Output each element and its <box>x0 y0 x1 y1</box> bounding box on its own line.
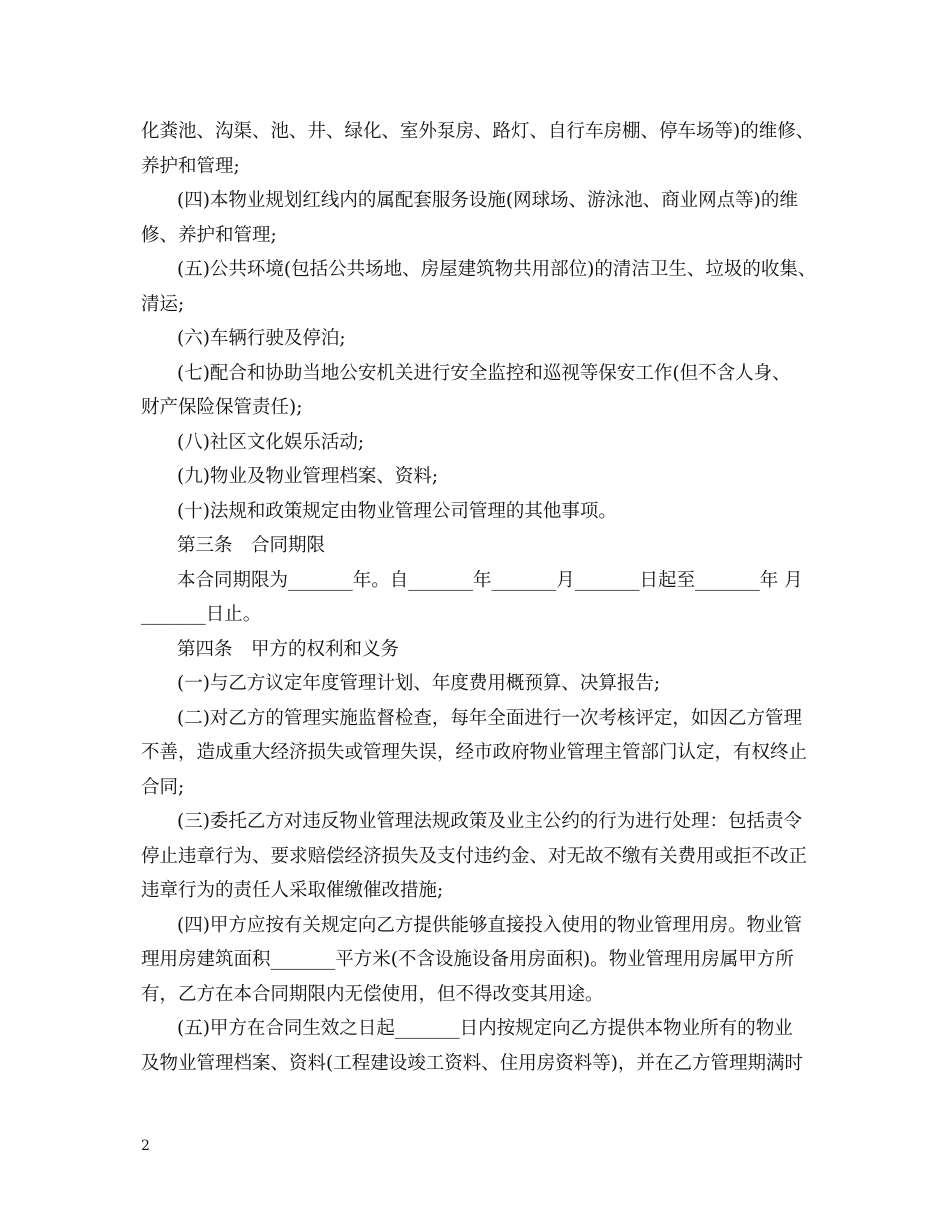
text-line: 不善，造成重大经济损失或管理失误，经市政府物业管理主管部门认定，有权终止 <box>141 742 808 763</box>
text-line: 合同; <box>141 777 185 798</box>
text-line: (二)对乙方的管理实施监督检查，每年全面进行一次考核评定，如因乙方管理 <box>177 708 802 729</box>
text-line: (十)法规和政策规定由物业管理公司管理的其他事项。 <box>177 501 617 522</box>
text-line: 及物业管理档案、资料(工程建设竣工资料、住用房资料等)，并在乙方管理期满时 <box>141 1053 803 1074</box>
text-line: 财产保险保管责任); <box>141 397 303 418</box>
text-line: (四)甲方应按有关规定向乙方提供能够直接投入使用的物业管理用房。物业管 <box>177 915 802 936</box>
text-line: (五)甲方在合同生效之日起_______日内按规定向乙方提供本物业所有的物业 <box>177 1018 793 1039</box>
text-line: 修、养护和管理; <box>141 225 277 246</box>
text-line: 停止违章行为、要求赔偿经济损失及支付违约金、对无故不缴有关费用或拒不改正 <box>141 846 808 867</box>
text-line: 清运; <box>141 294 185 315</box>
text-line: (五)公共环境(包括公共场地、房屋建筑物共用部位)的清洁卫生、垃圾的收集、 <box>177 259 817 280</box>
text-line: 违章行为的责任人采取催缴催改措施; <box>141 880 444 901</box>
text-line: 有，乙方在本合同期限内无偿使用，但不得改变其用途。 <box>141 984 604 1005</box>
text-line: 理用房建筑面积_______平方米(不含设施设备用房面积)。物业管理用房属甲方所 <box>141 949 794 970</box>
text-line: (四)本物业规划红线内的属配套服务设施(网球场、游泳池、商业网点等)的维 <box>177 190 798 211</box>
text-line: 养护和管理; <box>141 156 240 177</box>
text-line: (七)配合和协助当地公安机关进行安全监控和巡视等保安工作(但不含人身、 <box>177 363 791 384</box>
text-line: 化粪池、沟渠、池、井、绿化、室外泵房、路灯、自行车房棚、停车场等)的维修、 <box>141 121 815 142</box>
text-line: (八)社区文化娱乐活动; <box>177 432 365 453</box>
article-heading: 第四条 甲方的权利和义务 <box>177 639 400 660</box>
text-line: 本合同期限为_______年。自_______年_______月_______日起至_______年 月 <box>177 570 803 591</box>
text-line: (六)车辆行驶及停泊; <box>177 328 346 349</box>
text-line: _______日止。 <box>141 604 262 625</box>
text-line: (九)物业及物业管理档案、资料; <box>177 466 439 487</box>
page-number: 2 <box>141 1138 150 1154</box>
text-line: (一)与乙方议定年度管理计划、年度费用概预算、决算报告; <box>177 673 661 694</box>
text-line: (三)委托乙方对违反物业管理法规政策及业主公约的行为进行处理：包括责令 <box>177 811 802 832</box>
article-heading: 第三条 合同期限 <box>177 535 326 556</box>
